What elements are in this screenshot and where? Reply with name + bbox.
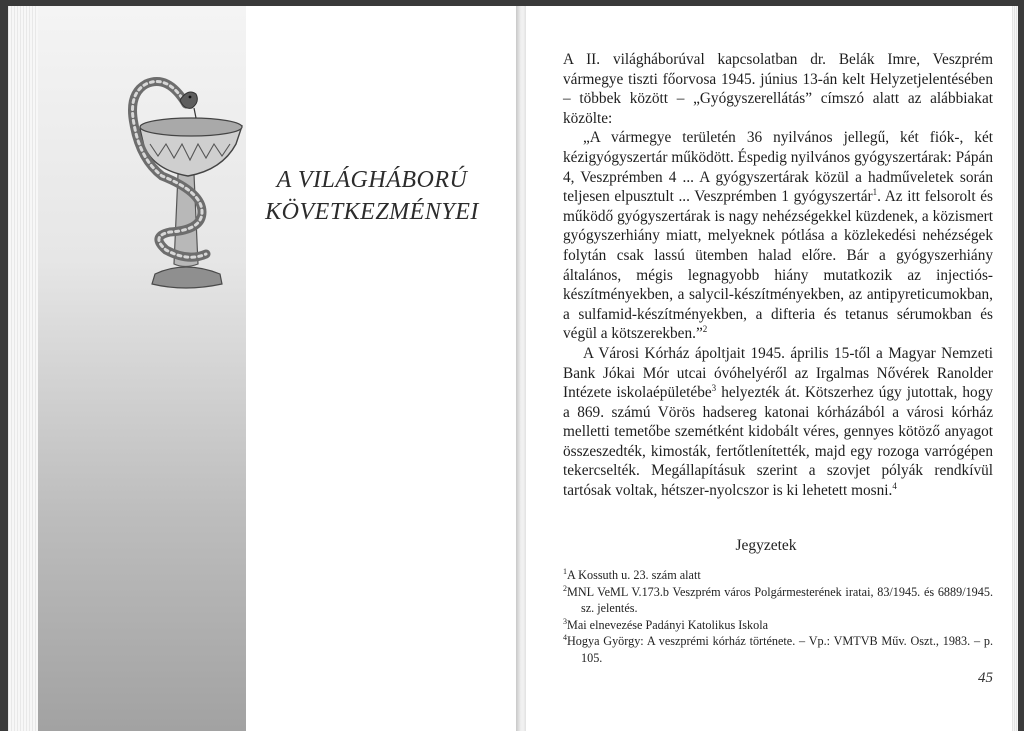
- page-number: 45: [978, 670, 993, 686]
- footnotes: [563, 567, 993, 666]
- footnote: [563, 633, 993, 666]
- footnote-text: A Kossuth u. 23. szám alatt: [567, 568, 701, 582]
- footnote: [563, 584, 993, 617]
- footnote-text: Mai elnevezése Padányi Katolikus Iskola: [567, 617, 769, 632]
- right-page: [526, 6, 1018, 731]
- paragraph: A II. világháborúval kapcsolatban dr. Belák Imre, Veszprém vármegye tiszti főorvosa 1945. június 13-án kelt Helyzetjelentésében – többek között – „Gyógyszerellátás” címszó alatt az alábbiakat közölte:: [563, 51, 993, 127]
- notes-heading: Jegyzetek: [735, 537, 797, 554]
- page-edges: [8, 6, 38, 731]
- footnote-number: 1: [563, 566, 567, 576]
- body-text: [563, 50, 993, 501]
- footnote-text: Hogya György: A veszprémi kórház története. – Vp.: VMTVB Műv. Oszt., 1983. – p. 105.: [567, 634, 993, 665]
- footnote-text: MNL VeML V.173.b Veszprém város Polgármesterének iratai, 83/1945. és 6889/1945. sz. jelentés.: [567, 584, 993, 615]
- chapter-title: A VILÁGHÁBORÚ KÖVETKEZMÉNYEI: [265, 167, 479, 225]
- footnote-ref: 2: [702, 324, 708, 335]
- footnote: [563, 617, 993, 634]
- footnote-ref: 3: [711, 383, 717, 393]
- footnote-number: 2: [563, 583, 567, 593]
- bowl-of-hygieia-icon: [110, 64, 260, 294]
- footnote: [563, 567, 993, 584]
- footnote-ref: 1: [872, 187, 878, 198]
- left-page-white-area: [246, 6, 520, 731]
- quoted-paragraph: „A vármegye területén 36 nyilvános jellegű, két fiók-, két kézigyógyszertár működött. Éspedig nyilvános gyógyszertárak: Pápán 4, Veszprémben 4 ... A gyógyszertárak közül a hadműveletek során teljesen elpusztult ... Veszprémben 1 gyógyszertár$^1$. Az itt felsorolt és működő gyógyszertárak is nagy nehézségekkel küzdenek, a közismert gyógyszerhiány miatt, melyeknek pótlása a közlekedési nehézségek folytán csak lassú ütemben halad előre. Bár a gyógyszerhiány általános, mégis legnagyobb hiány mutatkozik az injectiós-készítményekben, a salycil-készítményekben, az antipyreticumokban, a sulfamid-készítményekben, a difteria és tetanus sérumokban és végül a kötszerekben.”$^2$: [563, 129, 993, 343]
- footnote-number: 3: [563, 616, 567, 626]
- footnote-ref: 4: [892, 480, 897, 491]
- page-edges: [1012, 6, 1018, 731]
- left-page: [8, 6, 520, 731]
- footnote-number: 4: [563, 632, 567, 642]
- paragraph: A Városi Kórház ápoltjait 1945. április 15-től a Magyar Nemzeti Bank Jókai Mór utcai óvóhelyéről az Irgalmas Nővérek Ranolder Intézete iskolaépületébe$^3$ helyezték át. Kötszerhez úgy jutottak, hogy a 869. számú Vörös hadsereg katonai kórházából a városi kórház melletti temetőbe szemétként kidobált véres, gennyes kötöző anyagot összeszedték, kimosták, fertőtlenítették, majd egy rozoga varrógépen tekercselték. Megállapításuk szerint a szovjet pólyák rendkívül tartósak voltak, hétszer-nyolcszor is ki lehetett mosni.$^4$: [563, 344, 994, 500]
